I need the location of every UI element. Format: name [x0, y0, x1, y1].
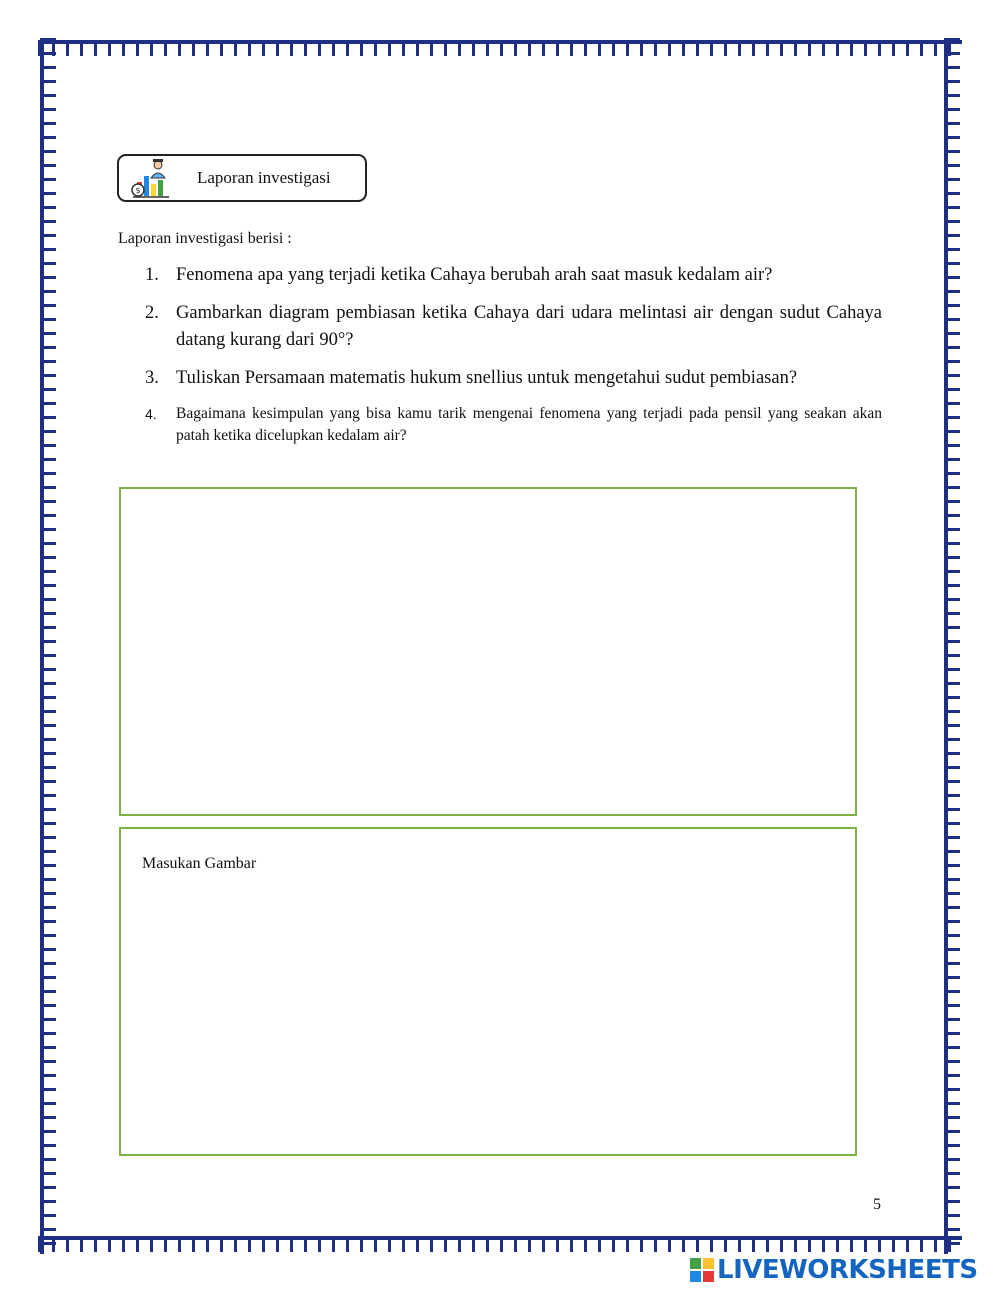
question-number: 1.: [145, 265, 159, 285]
question-item: [145, 403, 882, 447]
question-item: [145, 365, 882, 392]
image-box-label: Masukan Gambar: [142, 855, 257, 872]
question-number: 2.: [145, 303, 159, 323]
page-number: 5: [873, 1196, 881, 1213]
question-item: [145, 262, 882, 289]
liveworksheets-logo-icon: [690, 1258, 714, 1282]
brand-watermark: [690, 1255, 978, 1285]
brand-name: LIVEWORKSHEETS: [717, 1255, 978, 1285]
question-number: 4.: [145, 406, 157, 422]
svg-text:$: $: [135, 186, 141, 195]
intro-text: Laporan investigasi berisi :: [118, 230, 292, 247]
page-border-left: [38, 38, 58, 1254]
question-text: Gambarkan diagram pembiasan ketika Cahaya dari udara melintasi air dengan sudut Cahaya datang kurang dari 90°?: [176, 303, 882, 350]
question-item: [145, 300, 882, 354]
image-upload-box[interactable]: [119, 827, 857, 1156]
page-border-right: [942, 38, 962, 1254]
question-list: [145, 262, 882, 458]
page-border-top: [38, 38, 962, 58]
question-number: 3.: [145, 368, 159, 388]
researcher-chart-icon: [129, 156, 173, 200]
question-text: Tuliskan Persamaan matematis hukum snellius untuk mengetahui sudut pembiasan?: [176, 368, 798, 388]
section-header: [117, 154, 367, 202]
page-border-bottom: [38, 1234, 962, 1254]
question-text: Fenomena apa yang terjadi ketika Cahaya berubah arah saat masuk kedalam air?: [176, 265, 773, 285]
section-title: Laporan investigasi: [197, 168, 331, 187]
answer-text-box[interactable]: [119, 487, 857, 816]
question-text: Bagaimana kesimpulan yang bisa kamu tarik mengenai fenomena yang terjadi pada pensil yang seakan akan patah ketika dicelupkan kedalam air?: [176, 405, 882, 444]
